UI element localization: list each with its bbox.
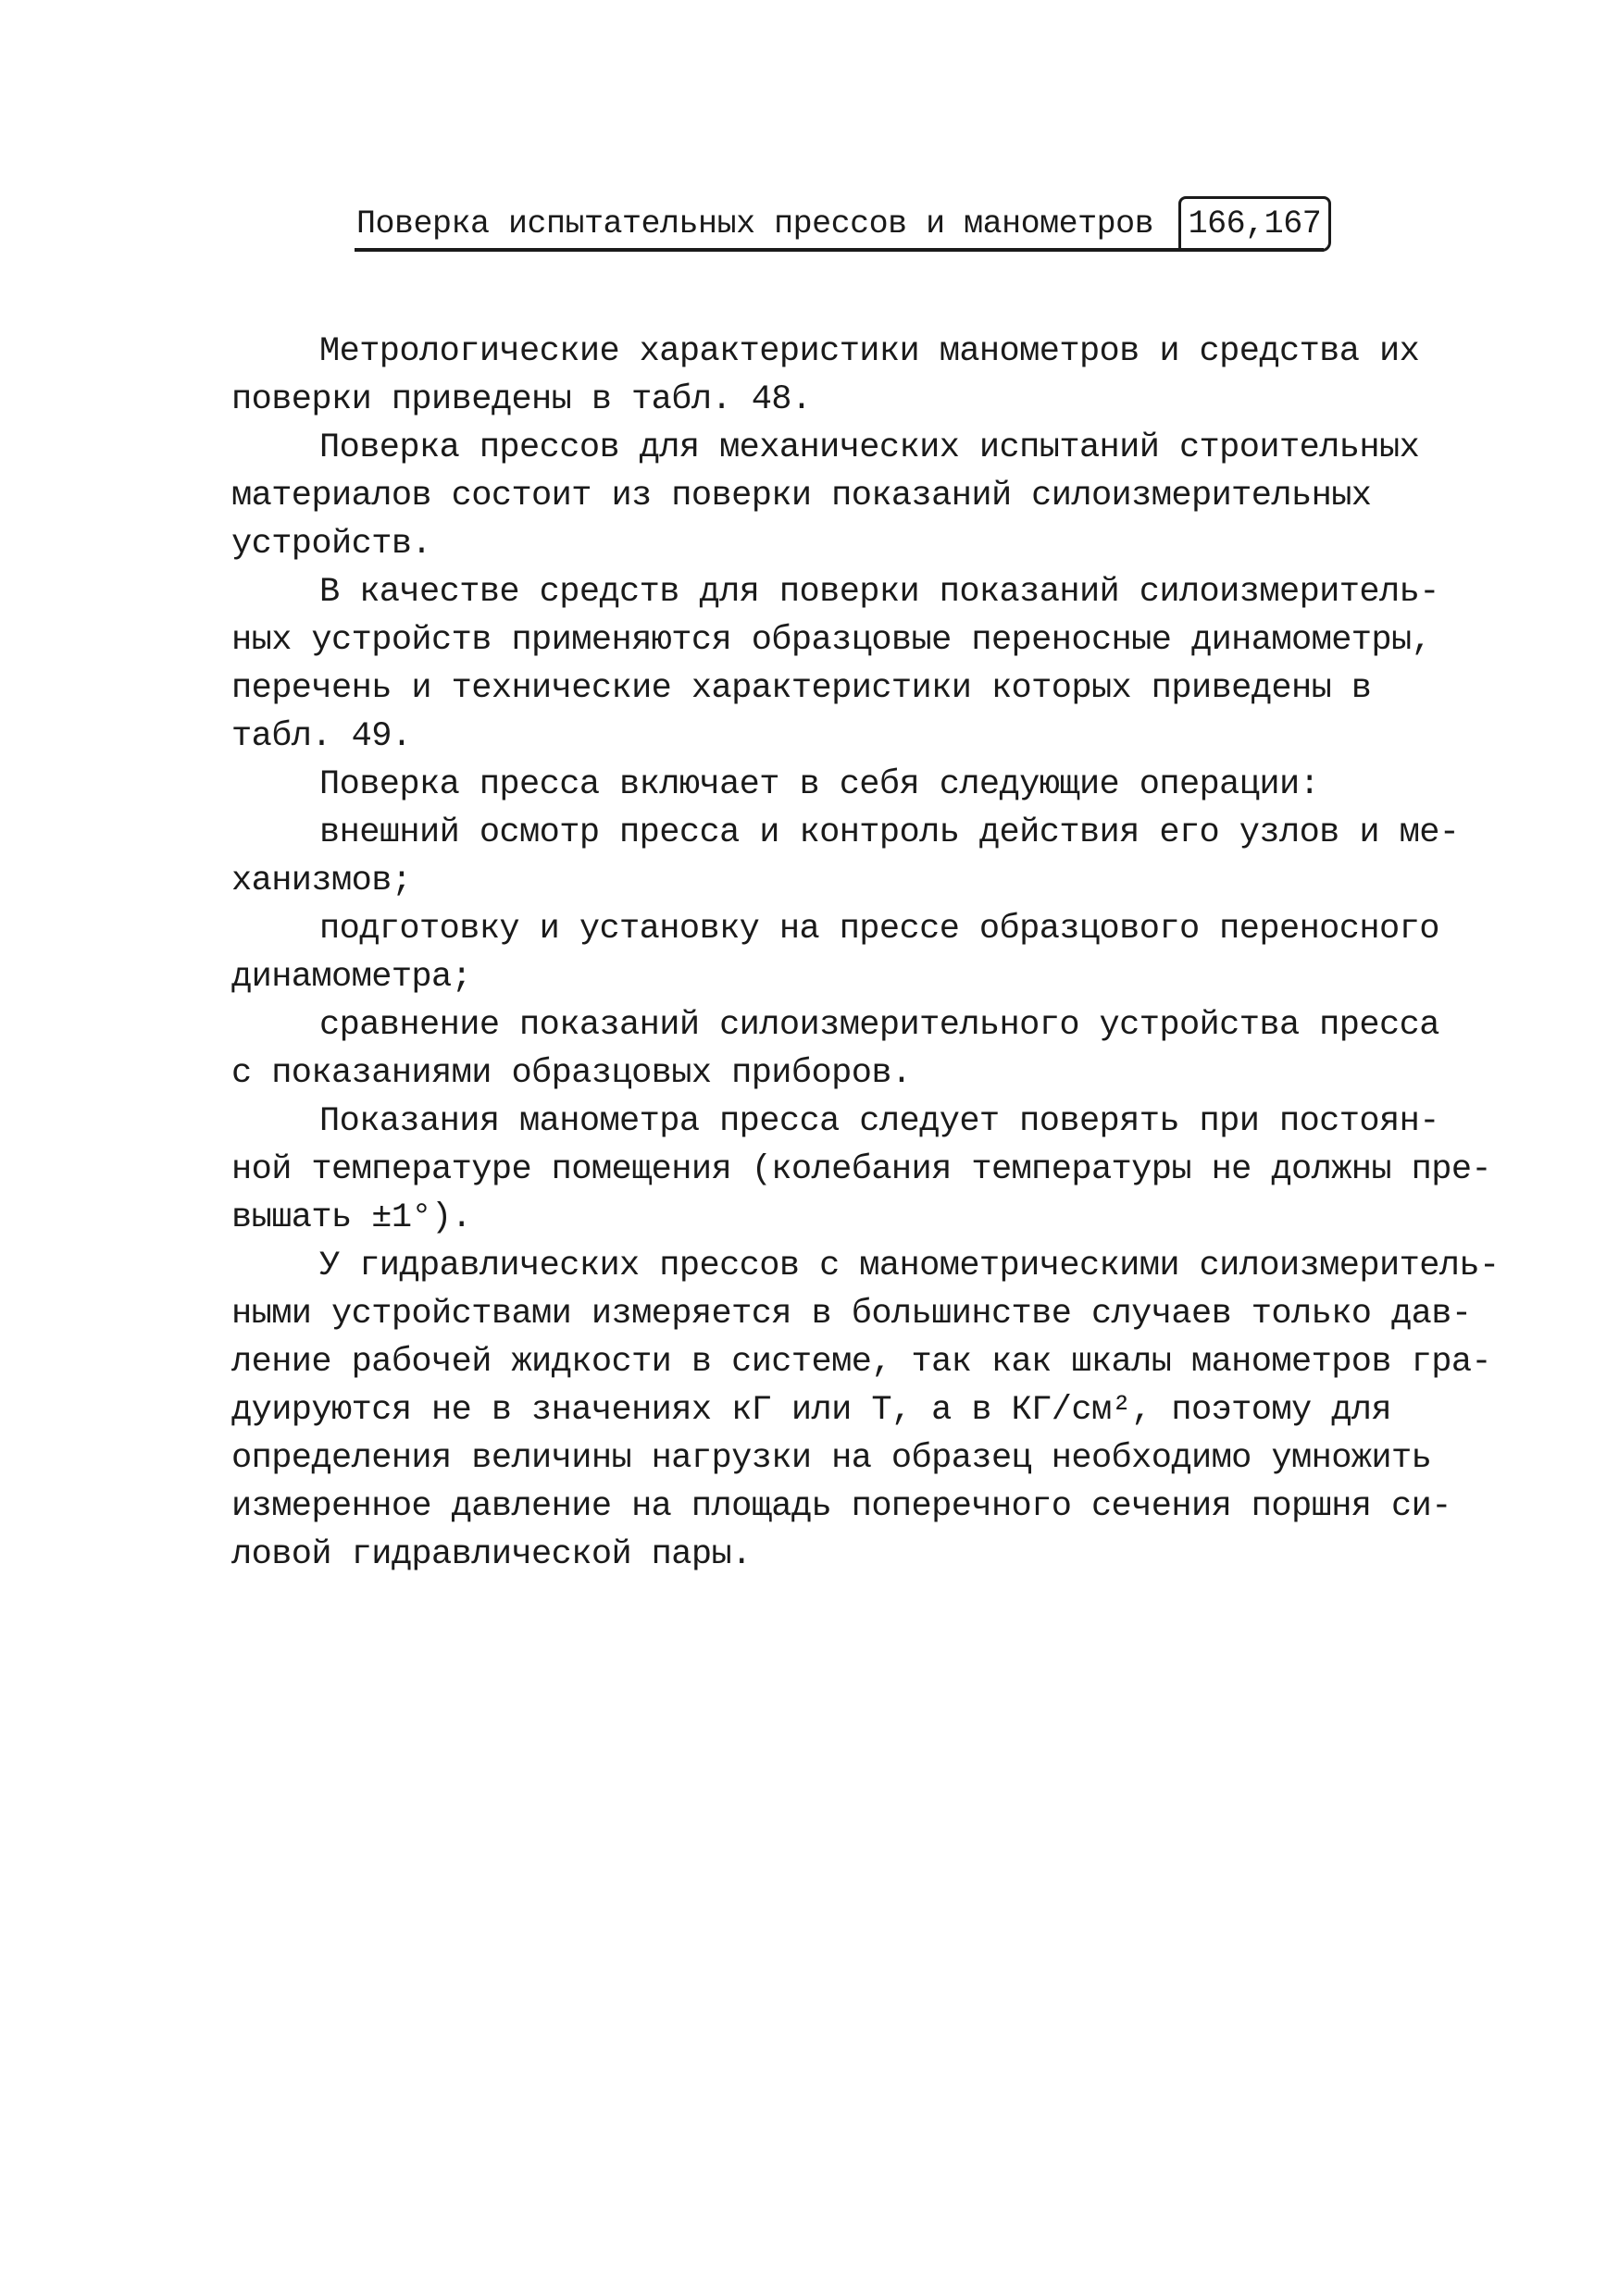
text-line: ными устройствами измеряется в большинстве случаев только дав- <box>231 1295 1472 1334</box>
heading-underline <box>355 248 1324 252</box>
text-line: перечень и технические характеристики которых приведены в <box>231 669 1372 708</box>
text-line: подготовку и установку на прессе образцового переносного <box>319 910 1439 949</box>
text-line: Метрологические характеристики манометров и средства их <box>319 332 1420 371</box>
text-line: табл. 49. <box>231 717 412 756</box>
heading-text: Поверка испытательных прессов и манометров <box>356 205 1154 242</box>
section-heading <box>356 196 1331 252</box>
text-line: определения величины нагрузки на образец необходимо умножить <box>231 1439 1432 1478</box>
text-line: ной температуре помещения (колебания температуры не должны пре- <box>231 1150 1492 1189</box>
text-line: ханизмов; <box>231 862 412 900</box>
text-line: ных устройств применяются образцовые переносные динамометры, <box>231 621 1432 660</box>
text-line: ление рабочей жидкости в системе, так как шкалы манометров гра- <box>231 1343 1492 1382</box>
text-line: Поверка пресса включает в себя следующие операции: <box>319 765 1320 804</box>
text-line: устройств. <box>231 525 432 564</box>
text-line: дуируются не в значениях кГ или Т, а в КГ/см², поэтому для <box>231 1391 1392 1430</box>
text-line: сравнение показаний силоизмерительного устройства пресса <box>319 1006 1439 1045</box>
text-line: ловой гидравлической пары. <box>231 1535 752 1574</box>
text-line: Показания манометра пресса следует поверять при постоян- <box>319 1102 1439 1141</box>
text-line: измеренное давление на площадь поперечного сечения поршня си- <box>231 1487 1451 1526</box>
text-line: вышать ±1°). <box>231 1198 472 1237</box>
text-line: поверки приведены в табл. 48. <box>231 380 812 419</box>
text-line: У гидравлических прессов с манометрическими силоизмеритель- <box>319 1247 1500 1285</box>
text-line: внешний осмотр пресса и контроль действия его узлов и ме- <box>319 813 1460 852</box>
text-line: Поверка прессов для механических испытаний строительных <box>319 428 1420 467</box>
reference-bracket <box>1178 196 1332 252</box>
text-line: материалов состоит из поверки показаний силоизмерительных <box>231 477 1372 515</box>
text-line: динамометра; <box>231 958 472 997</box>
text-line: с показаниями образцовых приборов. <box>231 1054 912 1093</box>
text-line: В качестве средств для поверки показаний силоизмеритель- <box>319 573 1439 612</box>
reference-numbers: 166,167 <box>1188 205 1322 242</box>
